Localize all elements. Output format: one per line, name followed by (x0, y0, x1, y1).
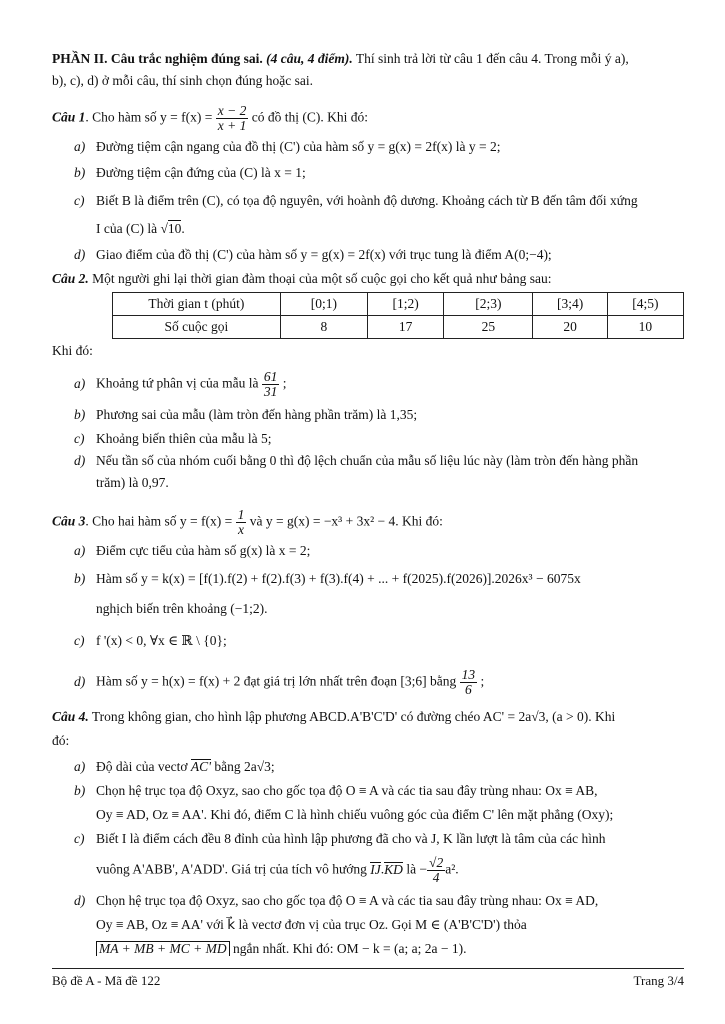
q2-option-a: a) Khoảng tứ phân vị của mẫu là $\frac{61}{31}$ ; (74, 369, 287, 399)
table-cell: 25 (444, 316, 533, 339)
q4-label: Câu 4. (52, 709, 89, 724)
q4-option-a: a) Độ dài của vectơ AC' bằng 2a√3; (74, 759, 275, 774)
q1-option-c-cont: I của (C) là √10. (96, 221, 185, 236)
q2-khi-do: Khi đó: (52, 343, 93, 358)
q2-option-b: b) Phương sai của mẫu (làm tròn đến hàng phần trăm) là 1,35; (74, 407, 418, 422)
q1-label: Câu 1 (52, 109, 86, 125)
q3-option-c: c) f '(x) < 0, ∀x ∈ ℝ \ {0}; (74, 633, 227, 648)
q1-option-a: a) Đường tiệm cận ngang của đồ thị (C') của hàm số y = g(x) = 2f(x) là y = 2; (74, 139, 501, 154)
table-cell: [1;2) (368, 293, 444, 316)
q4-option-c-cont: vuông A'ABB', A'ADD'. Giá trị của tích vô hướng IJ.KD là − $\frac{√2}{4}$ a². (96, 855, 459, 885)
q3-label: Câu 3 (52, 513, 86, 529)
q4-stem-cont: đó: (52, 733, 70, 748)
table-cell: 8 (280, 316, 367, 339)
q1-stem: Câu 1. Cho hàm số y = f(x) = $\frac{x - 2}{x + 1}$ có đồ thị (C). Khi đó: (52, 103, 368, 133)
table-cell: 10 (607, 316, 683, 339)
q3-option-a: a) Điểm cực tiểu của hàm số g(x) là x = 2; (74, 543, 311, 558)
q4-option-c: c) Biết I là điểm cách đều 8 đỉnh của hình lập phương đã cho và J, K lần lượt là tâm của các hình (74, 831, 606, 846)
table-cell: Số cuộc gọi (113, 316, 281, 339)
q4-option-d-cont: Oy ≡ AB, Oz ≡ AA' với k⃗ là vectơ đơn vị của trục Oz. Gọi M ∈ (A'B'C'D') thỏa (96, 917, 527, 932)
footer-exam-code: Bộ đề A - Mã đề 122 (52, 973, 161, 988)
table-cell: [2;3) (444, 293, 533, 316)
q1-option-b: b) Đường tiệm cận đứng của (C) là x = 1; (74, 165, 306, 180)
q4-option-d-cont-2: MA + MB + MC + MD ngắn nhất. Khi đó: OM − k = (a; a; 2a − 1). (96, 940, 467, 958)
q4-stem: Câu 4. Trong không gian, cho hình lập phương ABCD.A'B'C'D' có đường chéo AC' = 2a√3, (a > 0). Khi (52, 709, 616, 724)
footer-page-number: Trang 3/4 (633, 973, 684, 988)
table-row (113, 316, 684, 339)
part-instructions-2: b), c), d) ở mỗi câu, thí sinh chọn đúng hoặc sai. (52, 73, 313, 88)
table-row (113, 293, 684, 316)
q3-option-b: b) Hàm số y = k(x) = [f(1).f(2) + f(2).f(3) + f(3).f(4) + ... + f(2025).f(2026)].2026x³ − 6075x (74, 571, 581, 586)
part-instructions: Thí sinh trả lời từ câu 1 đến câu 4. Trong mỗi ý a), (355, 51, 629, 66)
q4-option-b: b) Chọn hệ trục tọa độ Oxyz, sao cho gốc tọa độ O ≡ A và các tia sau đây trùng nhau: Ox ≡ AB, (74, 783, 598, 798)
frequency-table (112, 292, 684, 339)
q4-option-d: d) Chọn hệ trục tọa độ Oxyz, sao cho gốc tọa độ O ≡ A và các tia sau đây trùng nhau: Ox ≡ AD, (74, 893, 599, 908)
q1-option-d: d) Giao điểm của đồ thị (C') của hàm số y = g(x) = 2f(x) với trục tung là điểm A(0;−4); (74, 247, 552, 262)
table-cell: [4;5) (607, 293, 683, 316)
table-cell: 20 (533, 316, 607, 339)
q2-stem: Câu 2. Một người ghi lại thời gian đàm thoại của một số cuộc gọi cho kết quả như bảng sau: (52, 271, 552, 286)
page-footer (52, 968, 684, 989)
table-cell: [0;1) (280, 293, 367, 316)
q3-option-d: d) Hàm số y = h(x) = f(x) + 2 đạt giá trị lớn nhất trên đoạn [3;6] bằng $\frac{13}{6}$ ; (74, 667, 485, 697)
q1-fraction: $\frac{x - 2}{x + 1}$ (217, 103, 247, 133)
table-cell: [3;4) (533, 293, 607, 316)
q2-option-c: c) Khoảng biến thiên của mẫu là 5; (74, 431, 272, 446)
part-points: (4 câu, 4 điểm). (266, 51, 353, 66)
q1-option-c: c) Biết B là điểm trên (C), có tọa độ nguyên, với hoành độ dương. Khoảng cách từ B đến tâm đối xứng (74, 193, 638, 208)
table-cell: 17 (368, 316, 444, 339)
table-cell: Thời gian t (phút) (113, 293, 281, 316)
part-title: PHẦN II. Câu trắc nghiệm đúng sai. (52, 51, 263, 66)
q2-option-d: d) Nếu tần số của nhóm cuối bằng 0 thì độ lệch chuẩn của mẫu số liệu lúc này (làm tròn đến hàng phần (74, 453, 639, 468)
q3-stem: Câu 3. Cho hai hàm số y = f(x) = $\frac{1}{x}$ và y = g(x) = −x³ + 3x² − 4. Khi đó: (52, 507, 443, 537)
q2-label: Câu 2. (52, 271, 89, 286)
part-header-line-1 (52, 50, 629, 68)
q4-option-b-cont: Oy ≡ AD, Oz ≡ AA'. Khi đó, điểm C là hình chiếu vuông góc của điểm C' lên mặt phẳng (Oxy); (96, 807, 614, 822)
q2-option-d-cont: trăm) là 0,97. (96, 475, 169, 490)
q3-option-b-cont: nghịch biến trên khoảng (−1;2). (96, 601, 268, 616)
